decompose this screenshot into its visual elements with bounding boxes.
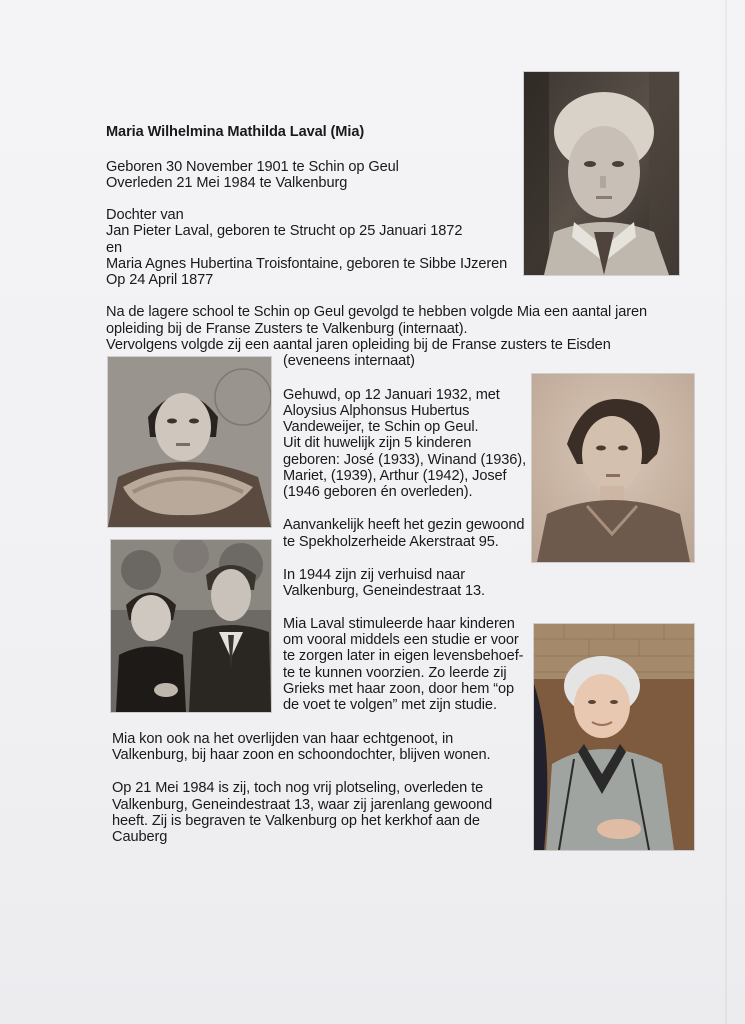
first-home-line: te Spekholzerheide Akerstraat 95. <box>283 534 499 550</box>
marriage-line: Mariet, (1939), Arthur (1942), Josef <box>283 468 507 484</box>
death-paragraph-line: heeft. Zij is begraven te Valkenburg op het kerkhof aan de <box>112 813 480 829</box>
first-home-line: Aanvankelijk heeft het gezin gewoond <box>283 517 525 533</box>
mother-line-2: Op 24 April 1877 <box>106 272 214 288</box>
education-line: (eveneens internaat) <box>283 353 415 369</box>
marriage-line: Uit dit huwelijk zijn 5 kinderen <box>283 435 472 451</box>
marriage-line: Vandeweijer, te Schin op Geul. <box>283 419 479 435</box>
elderly-woman-color-photo <box>534 624 694 850</box>
father-line: Jan Pieter Laval, geboren te Strucht op 25 Januari 1872 <box>106 223 463 239</box>
page-title: Maria Wilhelmina Mathilda Laval (Mia) <box>106 124 365 140</box>
birth-line: Geboren 30 November 1901 te Schin op Geul <box>106 159 399 175</box>
parents-intro: Dochter van <box>106 207 184 223</box>
widow-line: Valkenburg, bij haar zoon en schoondochter, blijven wonen. <box>112 747 491 763</box>
education-line: opleiding bij de Franse Zusters te Valkenburg (internaat). <box>106 321 468 337</box>
marriage-line: Gehuwd, op 12 Januari 1932, met <box>283 387 500 403</box>
couple-photo <box>111 540 271 712</box>
page-fold <box>725 0 727 1024</box>
parents-and: en <box>106 240 123 256</box>
death-paragraph-line: Cauberg <box>112 829 168 845</box>
marriage-line: (1946 geboren én overleden). <box>283 484 473 500</box>
mother-line-1: Maria Agnes Hubertina Troisfontaine, geboren te Sibbe IJzeren <box>106 256 508 272</box>
study-line: Mia Laval stimuleerde haar kinderen <box>283 616 515 632</box>
marriage-line: geboren: José (1933), Winand (1936), <box>283 452 527 468</box>
marriage-line: Aloysius Alphonsus Hubertus <box>283 403 470 419</box>
child-portrait-photo <box>524 72 679 275</box>
widow-line: Mia kon ook na het overlijden van haar echtgenoot, in <box>112 731 454 747</box>
study-line: te zorgen later in eigen levensbehoef- <box>283 648 524 664</box>
death-line: Overleden 21 Mei 1984 te Valkenburg <box>106 175 348 191</box>
study-line: de voet te volgen” met zijn studie. <box>283 697 497 713</box>
death-paragraph-line: Valkenburg, Geneindestraat 13, waar zij jarenlang gewoond <box>112 797 493 813</box>
study-line: Grieks met haar zoon, door hem “op <box>283 681 515 697</box>
study-line: om vooral middels een studie er voor <box>283 632 519 648</box>
education-line: Vervolgens volgde zij een aantal jaren opleiding bij de Franse zusters te Eisden <box>106 337 611 353</box>
young-woman-fur-collar-photo <box>108 357 271 527</box>
second-home-line: Valkenburg, Geneindestraat 13. <box>283 583 485 599</box>
second-home-line: In 1944 zijn zij verhuisd naar <box>283 567 465 583</box>
young-woman-sepia-photo <box>532 374 694 562</box>
education-line: Na de lagere school te Schin op Geul gevolgd te hebben volgde Mia een aantal jaren <box>106 304 648 320</box>
study-line: te te kunnen voorzien. Zo leerde zij <box>283 665 507 681</box>
death-paragraph-line: Op 21 Mei 1984 is zij, toch nog vrij plotseling, overleden te <box>112 780 484 796</box>
